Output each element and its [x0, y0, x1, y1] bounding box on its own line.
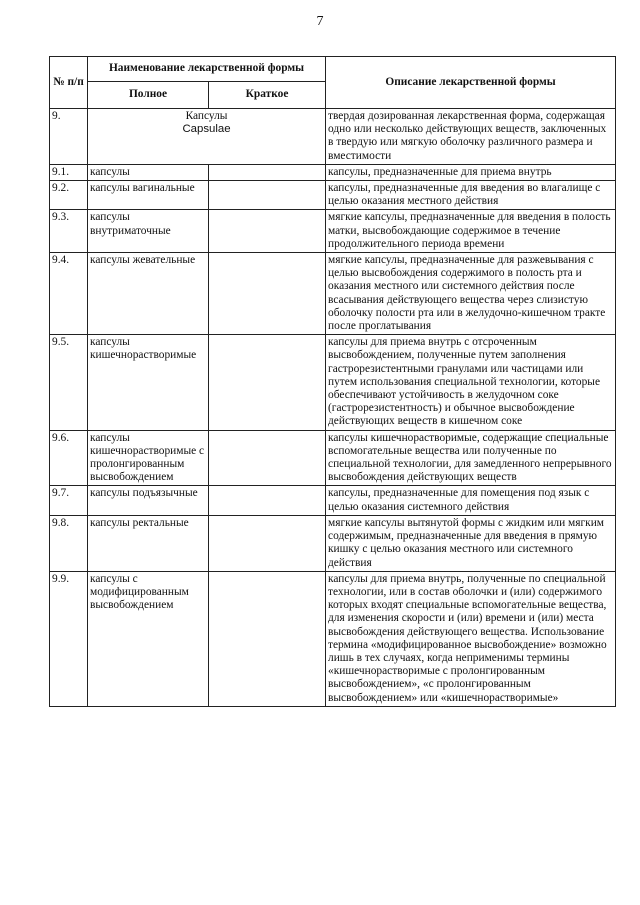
cell-num: 9. [50, 109, 88, 165]
cell-description: капсулы, предназначенные для приема внутрь [326, 164, 616, 180]
cell-short [209, 486, 326, 515]
cell-full: капсулы жевательные [88, 253, 209, 335]
header-description: Описание лекарственной формы [326, 57, 616, 109]
cell-num: 9.3. [50, 210, 88, 253]
table-row-main [50, 109, 616, 165]
table-row [50, 515, 616, 571]
cell-num: 9.7. [50, 486, 88, 515]
cell-short [209, 253, 326, 335]
table-row [50, 164, 616, 180]
cell-full: капсулы подъязычные [88, 486, 209, 515]
cell-full: капсулы вагинальные [88, 181, 209, 210]
table-row [50, 210, 616, 253]
cell-description: мягкие капсулы, предназначенные для разжевывания с целью высвобождения содержимого в полость рта и оказания местного или системного действия после всасывания действующего вещества через слизистую оболочку полости рта или в желудочно-кишечном тракте после проглатывания [326, 253, 616, 335]
cell-num: 9.1. [50, 164, 88, 180]
cell-name-latin: Capsulae [182, 123, 231, 136]
cell-name-main [88, 109, 326, 165]
cell-description: капсулы для приема внутрь с отсроченным высвобождением, полученные путем заполнения гастрорезистентными гранулами или частицами или путем использования специальной технологии, которые обеспечивают устойчивость в желудочном соке (гастрорезистентность) и обычное высвобождение действующих веществ в кишечном соке [326, 335, 616, 430]
cell-short [209, 210, 326, 253]
cell-short [209, 164, 326, 180]
cell-short [209, 335, 326, 430]
cell-description: капсулы, предназначенные для введения во влагалище с целью оказания местного действия [326, 181, 616, 210]
cell-num: 9.5. [50, 335, 88, 430]
table-row [50, 335, 616, 430]
cell-num: 9.2. [50, 181, 88, 210]
dosage-forms-table [49, 56, 616, 707]
table-row [50, 430, 616, 486]
cell-description: капсулы, предназначенные для помещения под язык с целью оказания системного действия [326, 486, 616, 515]
cell-full: капсулы с модифицированным высвобождением [88, 571, 209, 706]
header-num: № п/п [50, 57, 88, 109]
cell-short [209, 181, 326, 210]
cell-description: капсулы для приема внутрь, полученные по специальной технологии, или в состав оболочки и (или) содержимого которых входят специальные вспомогательные вещества, для изменения скорости и (или) времени и (или) места высвобождения действующего вещества. Использование термина «модифицированное высвобождение» возможно лишь в тех случаях, когда неприменимы термины «кишечнорастворимые с пролонгированным высвобождением», «с пролонгированным высвобождением» или «кишечнорастворимые» [326, 571, 616, 706]
cell-description: твердая дозированная лекарственная форма, содержащая одно или несколько действующих веществ, заключенных в твердую или мягкую оболочку различного размера и вместимости [326, 109, 616, 165]
cell-short [209, 571, 326, 706]
header-name-group: Наименование лекарственной формы [88, 57, 326, 82]
table-row [50, 181, 616, 210]
cell-full: капсулы кишечнорастворимые с пролонгированным высвобождением [88, 430, 209, 486]
cell-num: 9.9. [50, 571, 88, 706]
cell-description: мягкие капсулы вытянутой формы с жидким или мягким содержимым, предназначенные для введения в прямую кишку с целью оказания местного или системного действия [326, 515, 616, 571]
cell-num: 9.6. [50, 430, 88, 486]
cell-full: капсулы внутриматочные [88, 210, 209, 253]
page-number: 7 [316, 14, 324, 29]
cell-num: 9.8. [50, 515, 88, 571]
table-row [50, 571, 616, 706]
cell-num: 9.4. [50, 253, 88, 335]
cell-name-ru: Капсулы [185, 110, 228, 122]
table-row [50, 253, 616, 335]
table-row [50, 486, 616, 515]
cell-full: капсулы [88, 164, 209, 180]
cell-full: капсулы ректальные [88, 515, 209, 571]
cell-description: капсулы кишечнорастворимые, содержащие специальные вспомогательные вещества или полученные по специальной технологии, для замедленного непрерывного высвобождения действующих веществ [326, 430, 616, 486]
header-full: Полное [88, 82, 209, 109]
header-short: Краткое [209, 82, 326, 109]
cell-short [209, 430, 326, 486]
header-row-1 [50, 57, 616, 82]
cell-short [209, 515, 326, 571]
cell-description: мягкие капсулы, предназначенные для введения в полость матки, высвобождающие содержимое в течение продолжительного периода времени [326, 210, 616, 253]
cell-full: капсулы кишечнорастворимые [88, 335, 209, 430]
